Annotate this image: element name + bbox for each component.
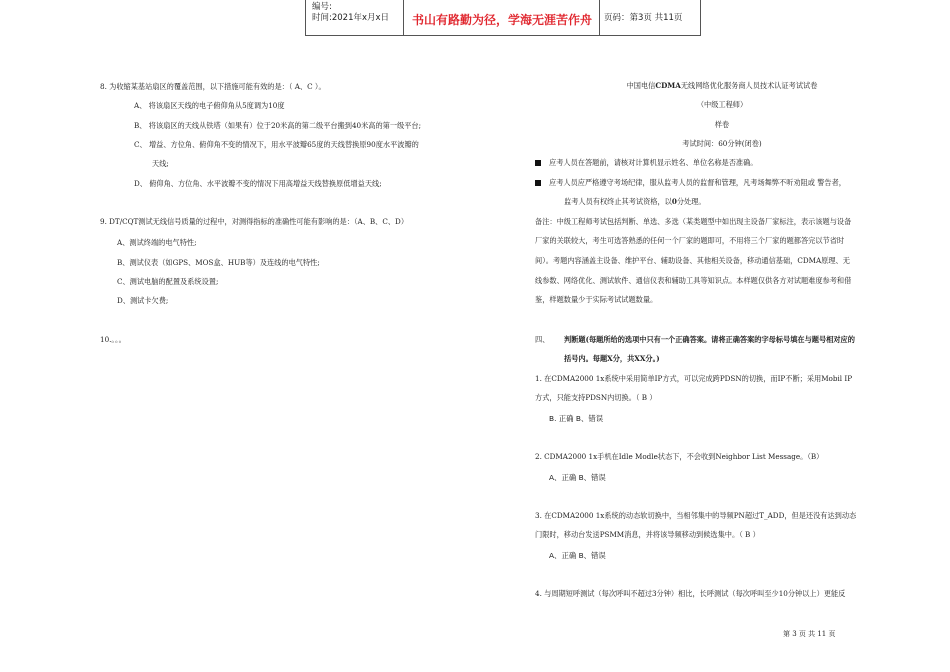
header-info-cell xyxy=(306,0,404,35)
header-motto-cell xyxy=(404,0,600,35)
question-9-option-d: D、测试卡欠费; xyxy=(117,296,169,305)
time-label: 时间:2021年x月x日 xyxy=(312,13,390,23)
page-header xyxy=(305,0,701,36)
exam-title-cdma: CDMA xyxy=(655,81,681,90)
exam-time: 考试时间：60分钟(闭卷) xyxy=(682,139,762,148)
header-page-cell xyxy=(600,0,700,35)
motto-text: 书山有路勤为径，学海无涯苦作舟 xyxy=(411,13,592,27)
rule-2-cont-zero: 0 xyxy=(671,197,677,206)
section-4-heading-cont: 括号内。每题X分，共XX分。) xyxy=(564,354,660,363)
question-10: 10.。。。 xyxy=(100,335,126,344)
page-info: 页码：第3页 共11页 xyxy=(604,13,683,23)
page-footer: 第 3 页 共 11 页 xyxy=(783,630,836,638)
judge-2-options: A、正确 B、错误 xyxy=(549,473,606,482)
exam-title xyxy=(535,81,909,90)
question-8-option-d: D、 俯仰角、方位角、水平波瓣不变的情况下用高增益天线替换原低增益天线; xyxy=(134,179,382,188)
question-8-option-a: A、 将该扇区天线的电子俯仰角从5度调为10度 xyxy=(134,101,285,110)
judge-1-line-1: 1. 在CDMA2000 1x系统中采用简单IP方式，可以完成跨PDSN的切换，而IP不断；采用Mobil IP xyxy=(535,374,853,383)
judge-1-options: B. 正确 B、错误 xyxy=(549,414,604,423)
rule-1-text: 应考人员在答题前，请核对计算机显示姓名、单位名称是否准确。 xyxy=(549,158,758,167)
question-9-option-c: C、测试电脑的配置及系统设置; xyxy=(117,277,219,286)
question-8-option-c: C、 增益、方位角、俯仰角不变的情况下，用水平波瓣65度的天线替换原90度水平波瓣的 xyxy=(134,140,419,149)
bullet-square-icon xyxy=(535,160,541,166)
rule-2-cont xyxy=(564,197,706,206)
bullet-square-icon xyxy=(535,180,541,186)
question-9-stem: 9. DT/CQT测试无线信号质量的过程中，对测得指标的准确性可能有影响的是：（A、B、C、D） xyxy=(100,217,409,226)
rule-2-cont-a: 监考人员有权终止其考试资格，以 xyxy=(564,197,672,206)
question-8-option-b: B、 将该扇区的天线从铁塔（如果有）位于20米高的第二级平台搬到40米高的第一级平台; xyxy=(134,121,422,130)
section-4-heading: 判断题(每题所给的选项中只有一个正确答案。请将正确答案的字母标号填在与题号相对应的 xyxy=(564,335,855,344)
rule-1 xyxy=(535,158,757,167)
judge-4-line-1: 4. 与周期短呼测试（每次呼叫不超过3分钟）相比，长呼测试（每次呼叫至少10分钟以上）更能反 xyxy=(535,589,846,598)
section-4-number: 四、 xyxy=(535,335,550,344)
exam-sample-label: 样卷 xyxy=(714,120,730,129)
judge-3-line-1: 3. 在CDMA2000 1x系统的动态软切换中，当相邻集中的导频PN超过T_ADD，但是还没有达到动态 xyxy=(535,511,857,520)
judge-3-options: A、正确 B、错误 xyxy=(549,551,606,560)
exam-level: （中级工程师） xyxy=(696,100,748,109)
question-8-option-c-cont: 天线; xyxy=(152,159,169,168)
note-line-4: 线参数、网络优化、测试软件、通信仪表和辅助工具等知识点。本样题仅供各方对试题难度参考和借 xyxy=(535,276,852,285)
question-8-stem: 8. 为收缩某基站扇区的覆盖范围，以下措施可能有效的是：（ A、C ）。 xyxy=(100,82,326,91)
rule-2 xyxy=(535,178,846,187)
question-9-option-b: B、测试仪表（如GPS、MOS盒、HUB等）及连线的电气特性; xyxy=(117,258,320,267)
exam-title-prefix: 中国电信 xyxy=(626,81,656,90)
serial-label: 编号: xyxy=(312,2,332,12)
judge-3-line-2: 门限时，移动台发送PSMM消息，并将该导频移动到候选集中。（ B ） xyxy=(535,530,760,539)
judge-2-line-1: 2. CDMA2000 1x手机在Idle Modle状态下，不会收到Neighbor List Message。（B） xyxy=(535,452,824,461)
note-line-3: 间）。考题内容涵盖主设备、维护平台、辅助设备、其他相关设备，移动通信基础，CDMA原理、无 xyxy=(535,256,850,265)
note-line-5: 鉴，样题数量少于实际考试试题数量。 xyxy=(535,295,658,304)
question-9-option-a: A、测试终端的电气特性; xyxy=(117,238,197,247)
exam-title-suffix: 无线网络优化服务商人员技术认证考试试卷 xyxy=(680,81,818,90)
note-line-2: 厂家的关联较大，考生可选答熟悉的任何一个厂家的题即可，不用将三个厂家的题都答完以节省时 xyxy=(535,236,845,245)
rule-2-cont-c: 分处理。 xyxy=(676,197,706,206)
judge-1-line-2: 方式，只能支持PDSN内切换。（ B ） xyxy=(535,393,657,402)
note-line-1: 备注：中级工程师考试包括判断、单选、多选（某类题型中如出现主设备厂家标注，表示该题与设备 xyxy=(535,217,852,226)
rule-2-text: 应考人员应严格遵守考场纪律，服从监考人员的监督和管理，凡考场舞弊不听劝阻或 警告者， xyxy=(549,178,846,187)
